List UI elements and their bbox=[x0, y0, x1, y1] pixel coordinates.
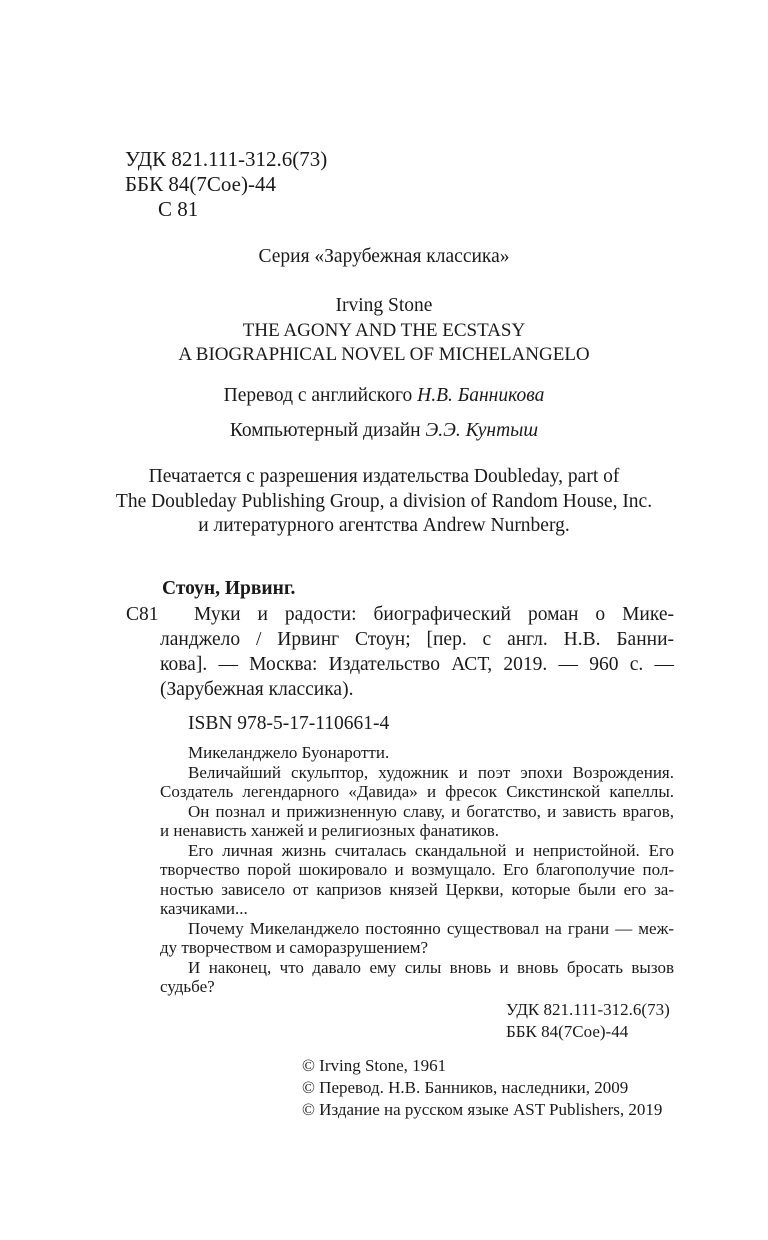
translation-label: Перевод с английского bbox=[223, 385, 413, 406]
record-line-3: кова]. — Москва: Издательство АСТ, 2019. — 960 с. — bbox=[160, 654, 674, 675]
permission-line-1: Печатается с разрешения издательства Doubleday, part of bbox=[148, 466, 620, 487]
isbn: ISBN 978-5-17-110661-4 bbox=[188, 713, 390, 734]
annotation-line: ду творчеством и саморазрушением? bbox=[160, 938, 429, 957]
design-credit bbox=[0, 418, 768, 444]
author-mark: С 81 bbox=[158, 197, 199, 221]
original-subtitle: A BIOGRAPHICAL NOVEL OF MICHELANGELO bbox=[178, 344, 590, 365]
annotation-udk: УДК 821.111-312.6(73) bbox=[506, 1000, 670, 1019]
series-line: Серия «Зарубежная классика» bbox=[258, 246, 510, 267]
original-author: Irving Stone bbox=[335, 295, 433, 316]
record-line-4: (Зарубежная классика). bbox=[160, 679, 354, 700]
translator-name: Н.В. Банникова bbox=[417, 385, 545, 406]
annotation-bbk: ББК 84(7Сое)-44 bbox=[506, 1022, 629, 1041]
record-line-2: ланджело / Ирвинг Стоун; [пер. с англ. Н.В. Банни- bbox=[160, 629, 674, 650]
annotation-line: казчиками... bbox=[160, 899, 248, 918]
bbk-code: ББК 84(7Сое)-44 bbox=[125, 172, 276, 196]
permission-line-3: и литературного агентства Andrew Nurnberg. bbox=[198, 515, 570, 536]
record-line-1: Муки и радости: биографический роман о Мике- bbox=[194, 604, 674, 625]
annotation-line: Создатель легендарного «Давида» и фресок Сикстинской капеллы. bbox=[160, 782, 674, 801]
annotation-line: и ненависть ханжей и религиозных фанатиков. bbox=[160, 821, 500, 840]
annotation-line: Почему Микеланджело постоянно существовал на грани — меж- bbox=[188, 919, 674, 938]
annotation-line: Микеланджело Буонаротти. bbox=[188, 743, 390, 762]
annotation-line: Его личная жизнь считалась скандальной и непристойной. Его bbox=[188, 841, 674, 860]
copyright-line: © Издание на русском языке AST Publishers, 2019 bbox=[302, 1100, 663, 1119]
annotation-line: Он познал и прижизненную славу, и богатство, и зависть врагов, bbox=[188, 802, 674, 821]
annotation-line: ностью зависело от капризов князей Церкви, которые были его за- bbox=[160, 880, 674, 899]
permission-line-2: The Doubleday Publishing Group, a division of Random House, Inc. bbox=[115, 491, 653, 512]
designer-name: Э.Э. Кунтыш bbox=[425, 420, 539, 441]
record-heading: Стоун, Ирвинг. bbox=[162, 578, 296, 599]
copyright-line: © Перевод. Н.В. Банников, наследники, 2009 bbox=[302, 1078, 629, 1097]
copyright-line: © Irving Stone, 1961 bbox=[302, 1056, 447, 1075]
translation-credit bbox=[0, 383, 768, 409]
original-title: THE AGONY AND THE ECSTASY bbox=[242, 320, 526, 341]
annotation-line: судьбе? bbox=[160, 977, 215, 996]
design-label: Компьютерный дизайн bbox=[229, 420, 421, 441]
udk-code: УДК 821.111-312.6(73) bbox=[125, 147, 328, 171]
annotation-line: Величайший скульптор, художник и поэт эпохи Возрождения. bbox=[188, 763, 674, 782]
record-code: С81 bbox=[126, 604, 159, 625]
annotation-line: И наконец, что давало ему силы вновь и вновь бросать вызов bbox=[188, 958, 674, 977]
annotation-line: творчество порой шокировало и возмущало. Его благополучие пол- bbox=[160, 860, 674, 879]
